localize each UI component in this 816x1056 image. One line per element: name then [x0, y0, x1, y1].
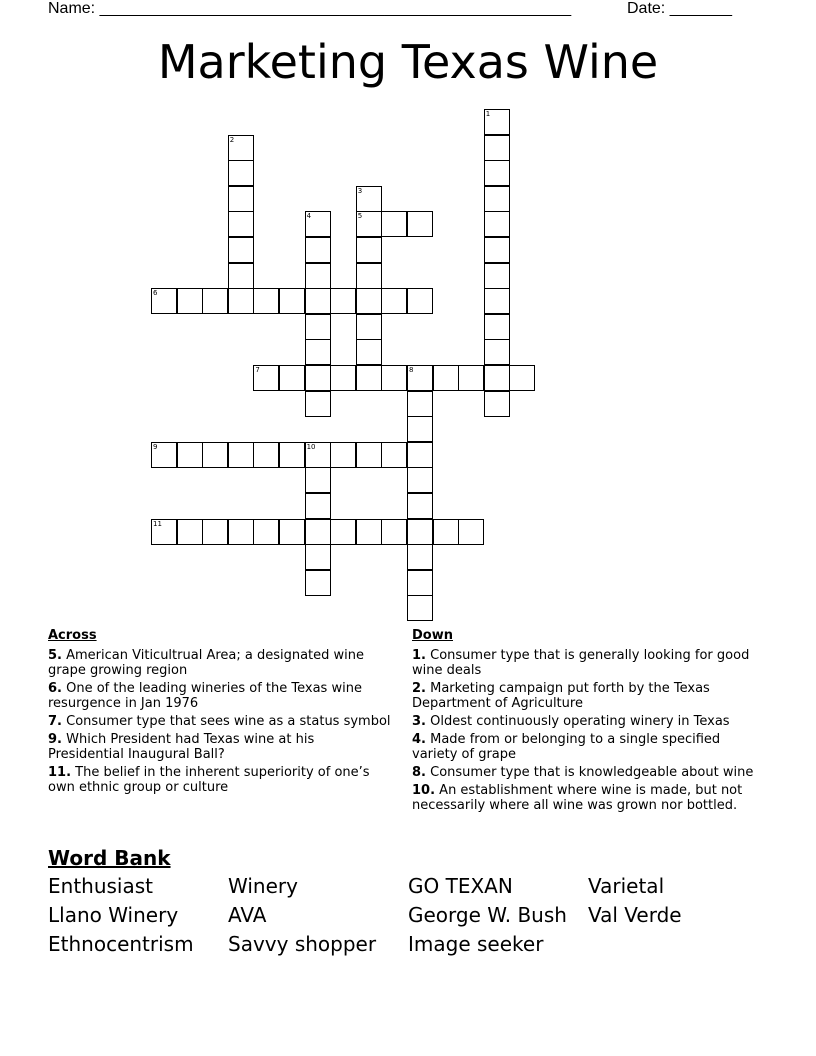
clue-text: Consumer type that is generally looking for good wine deals	[412, 648, 750, 678]
crossword-cell[interactable]	[305, 519, 331, 545]
clue-across-6	[48, 681, 393, 711]
crossword-cell[interactable]	[381, 519, 407, 545]
down-heading: Down	[412, 628, 453, 643]
crossword-cell[interactable]	[305, 570, 331, 596]
crossword-cell[interactable]	[151, 288, 177, 314]
clue-down-4	[412, 732, 762, 762]
crossword-cell[interactable]	[177, 519, 203, 545]
clue-number-label: 11	[153, 519, 162, 528]
clue-text: Consumer type that sees wine as a status symbol	[66, 714, 391, 729]
clue-number-label: 1	[485, 110, 491, 118]
clue-text: An establishment where wine is made, but not necessarily where all wine was grown nor bottled.	[412, 783, 743, 813]
crossword-cell[interactable]	[407, 365, 433, 391]
clue-number-label: 3	[357, 186, 363, 195]
crossword-cell[interactable]	[484, 263, 510, 289]
crossword-cell[interactable]	[356, 314, 382, 340]
clue-down-8	[412, 765, 762, 780]
page-title: Marketing Texas Wine	[157, 35, 659, 89]
crossword-cell[interactable]	[330, 288, 356, 314]
down-clues	[412, 628, 762, 816]
crossword-cell[interactable]	[381, 442, 407, 468]
clue-number: 10.	[412, 783, 436, 798]
word-bank-list	[48, 873, 768, 957]
word-bank-item: Llano Winery	[48, 903, 179, 927]
crossword-cell[interactable]	[484, 186, 510, 212]
crossword-cell[interactable]	[484, 211, 510, 237]
crossword-cell[interactable]	[305, 544, 331, 570]
word-bank-item: Savvy shopper	[228, 932, 377, 956]
crossword-cell[interactable]	[202, 519, 228, 545]
crossword-cell[interactable]	[407, 570, 433, 596]
word-bank-item: Winery	[228, 874, 298, 898]
crossword-cell[interactable]	[253, 365, 279, 391]
crossword-cell[interactable]	[305, 263, 331, 289]
clue-text: The belief in the inherent superiority of one’s own ethnic group or culture	[48, 765, 370, 795]
crossword-cell[interactable]	[305, 365, 331, 391]
crossword-cell[interactable]	[407, 519, 433, 545]
crossword-cell[interactable]	[356, 339, 382, 365]
crossword-cell[interactable]	[356, 186, 382, 212]
clue-text: Oldest continuously operating winery in Texas	[430, 714, 730, 729]
crossword-cell[interactable]	[228, 160, 254, 186]
clue-number: 6.	[48, 681, 62, 696]
crossword-cell[interactable]	[228, 519, 254, 545]
crossword-cell[interactable]	[202, 442, 228, 468]
crossword-cell[interactable]	[305, 493, 331, 519]
clue-number: 2.	[412, 681, 426, 696]
clue-across-9	[48, 732, 393, 762]
word-bank-item: Varietal	[588, 874, 665, 898]
crossword-cell[interactable]	[202, 288, 228, 314]
crossword-cell[interactable]	[407, 416, 433, 442]
word-bank-item: Ethnocentrism	[48, 932, 194, 956]
crossword-cell[interactable]	[151, 519, 177, 545]
crossword-cell[interactable]	[330, 442, 356, 468]
clue-number: 9.	[48, 732, 62, 747]
crossword-cell[interactable]	[305, 391, 331, 417]
clue-number: 3.	[412, 714, 426, 729]
crossword-cell[interactable]	[509, 365, 535, 391]
crossword-cell[interactable]	[356, 237, 382, 263]
crossword-cell[interactable]	[381, 288, 407, 314]
word-bank-item: GO TEXAN	[408, 874, 513, 898]
clue-down-2	[412, 681, 762, 711]
word-bank-item: Image seeker	[408, 932, 544, 956]
crossword-cell[interactable]	[228, 288, 254, 314]
crossword-cell[interactable]	[356, 211, 382, 237]
crossword-cell[interactable]	[407, 493, 433, 519]
crossword-cell[interactable]	[151, 442, 177, 468]
crossword-cell[interactable]	[177, 442, 203, 468]
crossword-cell[interactable]	[458, 365, 484, 391]
word-bank-item: AVA	[228, 903, 267, 927]
clue-text: Made from or belonging to a single specified variety of grape	[412, 732, 721, 762]
crossword-cell[interactable]	[484, 391, 510, 417]
crossword-cell[interactable]	[484, 237, 510, 263]
crossword-cell[interactable]	[253, 519, 279, 545]
crossword-cell[interactable]	[279, 442, 305, 468]
crossword-cell[interactable]	[407, 288, 433, 314]
crossword-cell[interactable]	[253, 442, 279, 468]
clue-across-7	[48, 714, 393, 729]
clue-text: One of the leading wineries of the Texas wine resurgence in Jan 1976	[48, 681, 362, 711]
clue-across-5	[48, 648, 393, 678]
crossword-cell[interactable]	[407, 391, 433, 417]
clue-number-label: 7	[255, 366, 260, 374]
clue-down-10	[412, 783, 762, 813]
clue-down-1	[412, 648, 762, 678]
crossword-cell[interactable]	[305, 288, 331, 314]
crossword-cell[interactable]	[381, 365, 407, 391]
clue-text: Consumer type that is knowledgeable about wine	[430, 765, 754, 780]
word-bank-item: Enthusiast	[48, 874, 153, 898]
crossword-cell[interactable]	[407, 595, 433, 621]
crossword-cell[interactable]	[484, 135, 510, 161]
word-bank-item: Val Verde	[588, 903, 682, 927]
crossword-cell[interactable]	[433, 519, 459, 545]
date-field-label: Date: _______	[627, 0, 732, 17]
clue-number-label: 9	[153, 442, 158, 451]
clue-text: American Viticultrual Area; a designated wine grape growing region	[48, 648, 365, 678]
crossword-cell[interactable]	[330, 519, 356, 545]
crossword-cell[interactable]	[356, 288, 382, 314]
clue-number: 5.	[48, 648, 62, 663]
name-field-label: Name: _____________________________________________________	[48, 0, 572, 17]
crossword-cell[interactable]	[228, 237, 254, 263]
crossword-cell[interactable]	[407, 442, 433, 468]
crossword-cell[interactable]	[279, 519, 305, 545]
crossword-cell[interactable]	[407, 211, 433, 237]
crossword-cell[interactable]	[356, 365, 382, 391]
crossword-cell[interactable]	[228, 263, 254, 289]
clue-number: 8.	[412, 765, 426, 780]
crossword-cell[interactable]	[356, 263, 382, 289]
clue-number: 4.	[412, 732, 426, 747]
word-bank-item: George W. Bush	[408, 903, 567, 927]
crossword-cell[interactable]	[305, 211, 331, 237]
crossword-cell[interactable]	[305, 442, 331, 468]
crossword-cell[interactable]	[228, 186, 254, 212]
crossword-cell[interactable]	[305, 339, 331, 365]
crossword-cell[interactable]	[279, 365, 305, 391]
across-heading: Across	[48, 628, 97, 643]
crossword-cell[interactable]	[253, 288, 279, 314]
clue-across-11	[48, 765, 393, 795]
crossword-cell[interactable]	[330, 365, 356, 391]
crossword-cell[interactable]	[356, 519, 382, 545]
clue-text: Marketing campaign put forth by the Texas Department of Agriculture	[412, 681, 710, 711]
crossword-cell[interactable]	[228, 442, 254, 468]
crossword-cell[interactable]	[407, 544, 433, 570]
clue-number-label: 6	[153, 289, 158, 298]
crossword-cell[interactable]	[407, 467, 433, 493]
clue-number: 11.	[48, 765, 72, 780]
clue-number-label: 2	[229, 135, 235, 144]
clue-number-label: 5	[357, 212, 363, 221]
crossword-cell[interactable]	[458, 519, 484, 545]
clue-number-label: 10	[306, 442, 316, 451]
crossword-cell[interactable]	[484, 160, 510, 186]
crossword-cell[interactable]	[279, 288, 305, 314]
crossword-cell[interactable]	[433, 365, 459, 391]
crossword-cell[interactable]	[305, 467, 331, 493]
clue-number: 1.	[412, 648, 426, 663]
crossword-cell[interactable]	[356, 442, 382, 468]
clue-number-label: 4	[306, 212, 312, 221]
across-clues	[48, 628, 393, 798]
word-bank-heading: Word Bank	[48, 846, 171, 870]
crossword-cell[interactable]	[305, 237, 331, 263]
crossword-cell[interactable]	[228, 211, 254, 237]
crossword-cell[interactable]	[177, 288, 203, 314]
crossword-cell[interactable]	[484, 288, 510, 314]
clue-number: 7.	[48, 714, 62, 729]
word-bank	[48, 845, 768, 957]
crossword-cell[interactable]	[484, 339, 510, 365]
crossword-cell[interactable]	[484, 314, 510, 340]
crossword-cell[interactable]	[305, 314, 331, 340]
crossword-cell[interactable]	[381, 211, 407, 237]
crossword-cell[interactable]	[228, 135, 254, 161]
clue-down-3	[412, 714, 762, 729]
crossword-cell[interactable]	[484, 365, 510, 391]
clue-number-label: 8	[409, 366, 414, 374]
crossword-cell[interactable]	[484, 109, 510, 135]
clue-text: Which President had Texas wine at his Presidential Inaugural Ball?	[48, 732, 315, 762]
